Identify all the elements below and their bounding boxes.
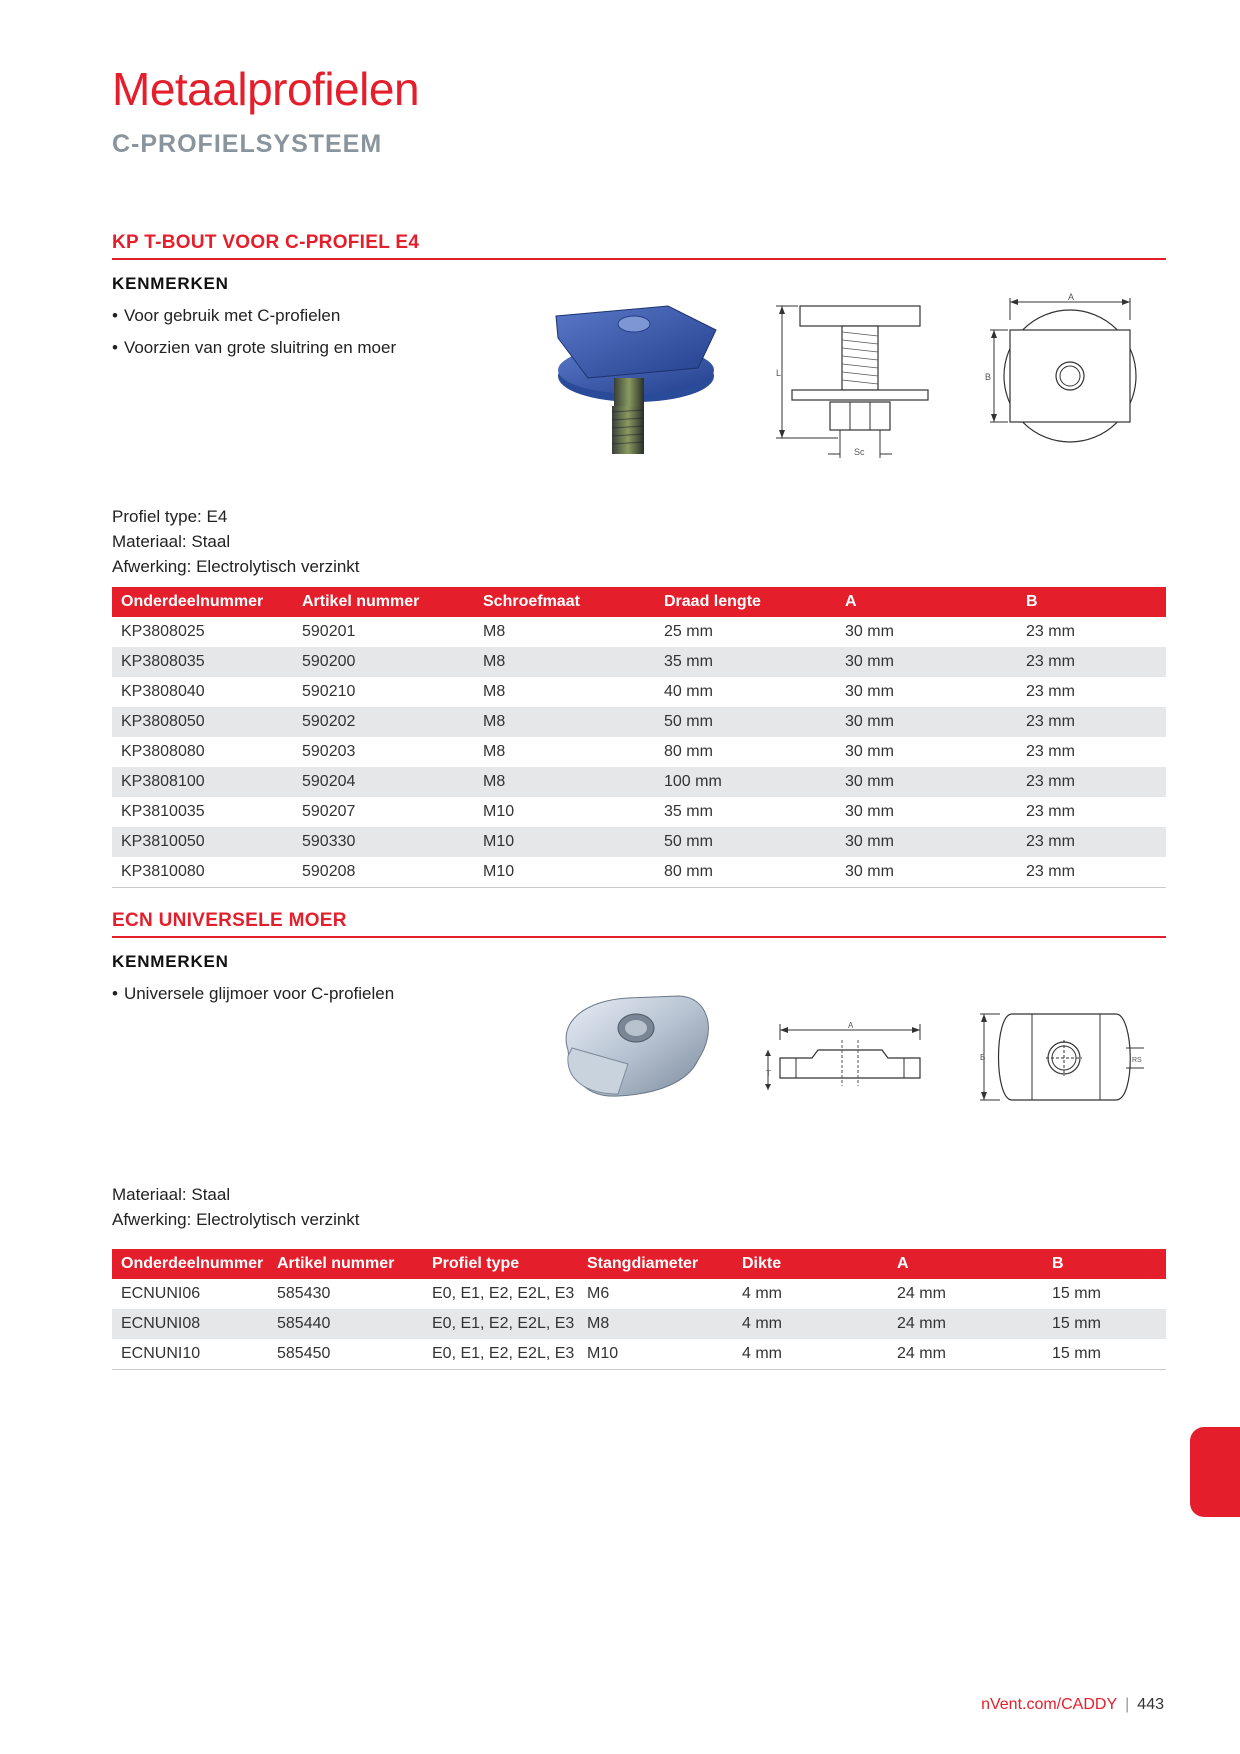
table-row bbox=[112, 857, 1166, 888]
col-header: A bbox=[888, 1249, 1043, 1279]
table-cell: 590208 bbox=[293, 857, 474, 888]
col-header: Draad lengte bbox=[655, 587, 836, 617]
table-cell: 24 mm bbox=[897, 1285, 946, 1302]
footer-site-link[interactable]: nVent.com/CADDY bbox=[981, 1696, 1118, 1713]
table-cell: 40 mm bbox=[664, 683, 713, 700]
table-cell: 23 mm bbox=[1026, 743, 1075, 760]
table-cell: 24 mm bbox=[888, 1339, 1043, 1370]
section-title: KP T-BOUT VOOR C-PROFIEL E4 bbox=[112, 232, 1166, 260]
table-row bbox=[112, 1279, 1166, 1309]
nut-photo bbox=[548, 990, 718, 1110]
table-cell: 30 mm bbox=[836, 857, 1017, 888]
table-header-row bbox=[112, 587, 1166, 617]
col-header: A bbox=[836, 587, 1017, 617]
table-row bbox=[112, 647, 1166, 677]
col-header: Onderdeelnummer bbox=[112, 1249, 268, 1279]
table-cell: 590203 bbox=[302, 743, 356, 760]
col-header: Schroefmaat bbox=[474, 587, 655, 617]
table-row bbox=[112, 797, 1166, 827]
col-header: Onderdeelnummer bbox=[112, 587, 293, 617]
table-cell: 30 mm bbox=[836, 647, 1017, 677]
page-number: 443 bbox=[1137, 1696, 1164, 1713]
dim-label-b: B bbox=[980, 1053, 986, 1062]
col-header: B bbox=[1017, 587, 1166, 617]
table-cell: 80 mm bbox=[655, 857, 836, 888]
table-cell: 15 mm bbox=[1043, 1309, 1166, 1339]
table-row bbox=[112, 617, 1166, 647]
specs-section2 bbox=[112, 1182, 360, 1232]
table-cell: 590202 bbox=[293, 707, 474, 737]
section-title: ECN UNIVERSELE MOER bbox=[112, 910, 1166, 938]
product-table-ecn bbox=[112, 1249, 1166, 1370]
table-cell: 100 mm bbox=[655, 767, 836, 797]
table-cell: 23 mm bbox=[1026, 803, 1075, 820]
feature-item: • Voorzien van grote sluitring en moer bbox=[112, 338, 1166, 358]
table-cell: M8 bbox=[474, 647, 655, 677]
col-header: B bbox=[1043, 1249, 1166, 1279]
table-cell: 15 mm bbox=[1052, 1285, 1101, 1302]
table-cell: 30 mm bbox=[845, 683, 894, 700]
page-title: Metaalprofielen bbox=[112, 63, 420, 115]
product-table-kp bbox=[112, 587, 1166, 888]
table-cell: 35 mm bbox=[664, 803, 713, 820]
side-tab bbox=[1190, 1427, 1240, 1517]
table-cell: ECNUNI10 bbox=[112, 1339, 268, 1370]
spec-material: Materiaal: Staal bbox=[112, 1185, 231, 1204]
table-cell: KP3810050 bbox=[112, 827, 293, 857]
table-cell: M8 bbox=[474, 767, 655, 797]
table-cell: 25 mm bbox=[664, 623, 713, 640]
table-cell: 35 mm bbox=[655, 647, 836, 677]
table-cell: ECNUNI08 bbox=[112, 1309, 268, 1339]
table-cell: KP3808025 bbox=[121, 623, 205, 640]
table-row bbox=[112, 737, 1166, 767]
spec-profile-type: Profiel type: E4 bbox=[112, 507, 228, 526]
feature-item: • Voor gebruik met C-profielen bbox=[112, 306, 1166, 326]
table-cell: 590204 bbox=[293, 767, 474, 797]
table-cell: 585430 bbox=[277, 1285, 331, 1302]
footer: nVent.com/CADDY | 443 bbox=[981, 1696, 1164, 1713]
table-cell: 590207 bbox=[302, 803, 356, 820]
table-cell: 30 mm bbox=[836, 707, 1017, 737]
table-cell: 23 mm bbox=[1017, 767, 1166, 797]
table-cell: 585450 bbox=[268, 1339, 423, 1370]
table-cell: 23 mm bbox=[1017, 647, 1166, 677]
table-cell: 30 mm bbox=[845, 623, 894, 640]
table-header-row bbox=[112, 1249, 1166, 1279]
spec-finish: Afwerking: Electrolytisch verzinkt bbox=[112, 557, 360, 576]
col-header: Artikel nummer bbox=[293, 587, 474, 617]
table-row bbox=[112, 767, 1166, 797]
nut-top-drawing bbox=[976, 1008, 1156, 1108]
dim-label-a: A bbox=[1068, 292, 1075, 302]
dim-label-b: B bbox=[985, 372, 992, 382]
table-cell: 23 mm bbox=[1026, 623, 1075, 640]
col-header: Artikel nummer bbox=[268, 1249, 423, 1279]
table-cell: M8 bbox=[483, 743, 506, 760]
table-cell: 585440 bbox=[268, 1309, 423, 1339]
spec-material: Materiaal: Staal bbox=[112, 532, 231, 551]
table-cell: 590330 bbox=[293, 827, 474, 857]
col-header: Stangdiameter bbox=[578, 1249, 733, 1279]
t-bolt-top-drawing bbox=[980, 288, 1150, 458]
table-cell: E0, E1, E2, E2L, E3 bbox=[423, 1309, 578, 1339]
table-cell: 590210 bbox=[302, 683, 356, 700]
table-cell: ECNUNI06 bbox=[121, 1285, 201, 1302]
table-cell: 50 mm bbox=[655, 707, 836, 737]
table-cell: 30 mm bbox=[845, 743, 894, 760]
t-bolt-photo bbox=[548, 298, 728, 458]
table-cell: KP3808080 bbox=[121, 743, 205, 760]
table-cell: E0, E1, E2, E2L, E3 bbox=[423, 1339, 578, 1370]
table-cell: 4 mm bbox=[733, 1339, 888, 1370]
t-bolt-side-drawing bbox=[768, 298, 938, 468]
table-cell: M10 bbox=[483, 803, 515, 820]
specs-section1 bbox=[112, 504, 360, 579]
table-cell: 4 mm bbox=[733, 1309, 888, 1339]
table-cell: 30 mm bbox=[836, 827, 1017, 857]
table-cell: M8 bbox=[483, 623, 506, 640]
table-cell: KP3808035 bbox=[112, 647, 293, 677]
table-cell: 30 mm bbox=[845, 803, 894, 820]
table-row bbox=[112, 707, 1166, 737]
table-cell: 590201 bbox=[302, 623, 356, 640]
table-cell: M8 bbox=[578, 1309, 733, 1339]
table-row bbox=[112, 677, 1166, 707]
dim-label-l: L bbox=[776, 368, 782, 378]
table-cell: KP3808040 bbox=[121, 683, 205, 700]
table-cell: 15 mm bbox=[1043, 1339, 1166, 1370]
table-row bbox=[112, 1339, 1166, 1370]
table-cell: KP3808100 bbox=[112, 767, 293, 797]
col-header: Profiel type bbox=[423, 1249, 578, 1279]
table-row bbox=[112, 1309, 1166, 1339]
table-cell: 80 mm bbox=[664, 743, 713, 760]
table-cell: 30 mm bbox=[836, 767, 1017, 797]
table-cell: E0, E1, E2, E2L, E3 bbox=[432, 1285, 575, 1302]
table-cell: M10 bbox=[474, 857, 655, 888]
table-cell: M10 bbox=[578, 1339, 733, 1370]
features-title: KENMERKEN bbox=[112, 952, 229, 971]
table-cell: 23 mm bbox=[1017, 827, 1166, 857]
table-cell: KP3810080 bbox=[112, 857, 293, 888]
table-cell: KP3808050 bbox=[112, 707, 293, 737]
nut-side-drawing bbox=[760, 1020, 930, 1100]
table-cell: M8 bbox=[483, 683, 506, 700]
page-subtitle: C-PROFIELSYSTEEM bbox=[112, 130, 383, 158]
dim-label-a: A bbox=[848, 1021, 854, 1030]
col-header: Dikte bbox=[733, 1249, 888, 1279]
table-cell: 23 mm bbox=[1017, 707, 1166, 737]
dim-label-sc: Sc bbox=[854, 447, 865, 457]
feature-item: • Universele glijmoer voor C-profielen bbox=[112, 984, 1166, 1004]
table-cell: 4 mm bbox=[742, 1285, 782, 1302]
table-cell: 23 mm bbox=[1017, 857, 1166, 888]
table-cell: 50 mm bbox=[655, 827, 836, 857]
table-cell: 590200 bbox=[293, 647, 474, 677]
table-cell: M10 bbox=[474, 827, 655, 857]
features-title: KENMERKEN bbox=[112, 274, 229, 293]
dim-label-t: T bbox=[766, 1069, 771, 1078]
table-row bbox=[112, 827, 1166, 857]
dim-label-rs: RS bbox=[1132, 1057, 1142, 1064]
table-cell: M6 bbox=[587, 1285, 610, 1302]
table-cell: 23 mm bbox=[1026, 683, 1075, 700]
table-cell: 24 mm bbox=[888, 1309, 1043, 1339]
table-cell: KP3810035 bbox=[121, 803, 205, 820]
table-cell: M8 bbox=[474, 707, 655, 737]
spec-finish: Afwerking: Electrolytisch verzinkt bbox=[112, 1210, 360, 1229]
